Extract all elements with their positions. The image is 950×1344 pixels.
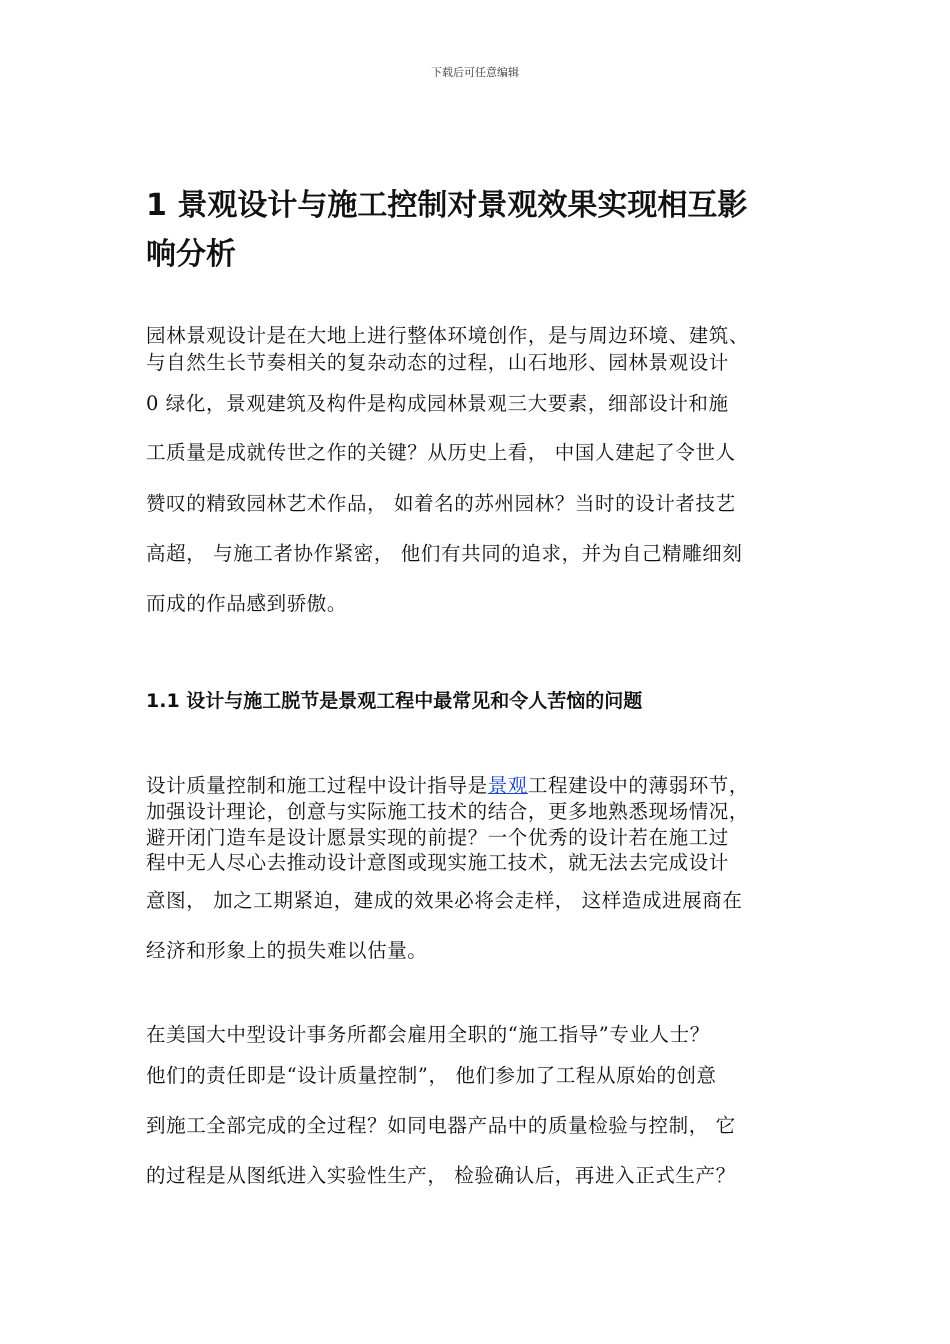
paragraph-line: 程中无人尽心去推动设计意图或现实施工技术，就无法去完成设计	[146, 851, 729, 874]
paragraph-text: 工程建设中的薄弱环节，	[527, 774, 750, 797]
paragraph-line: 到施工全部完成的全过程？如同电器产品中的质量检验与控制， 它	[146, 1114, 736, 1137]
paragraph-line	[146, 770, 749, 798]
jingguan-link[interactable]: 景观	[487, 774, 528, 797]
paragraph-line: 与自然生长节奏相关的复杂动态的过程，山石地形、园林景观设计	[146, 351, 729, 374]
paragraph-line: 加强设计理论，创意与实际施工技术的结合，更多地熟悉现场情况，	[146, 800, 750, 823]
paragraph-line: 他们的责任即是“设计质量控制”， 他们参加了工程从原始的创意	[146, 1064, 717, 1087]
paragraph-line: 经济和形象上的损失难以估量。	[146, 939, 428, 962]
page-header-note: 下载后可任意编辑	[431, 66, 519, 79]
paragraph-line: 赞叹的精致园林艺术作品， 如着名的苏州园林？当时的设计者技艺	[146, 492, 736, 515]
paragraph-line: 园林景观设计是在大地上进行整体环境创作，是与周边环境、建筑、	[146, 324, 750, 347]
paragraph-line: 避开闭门造车是设计愿景实现的前提？一个优秀的设计若在施工过	[146, 826, 729, 849]
paragraph-line: 的过程是从图纸进入实验性生产， 检验确认后，再进入正式生产？	[146, 1164, 736, 1187]
paragraph-line: 意图， 加之工期紧迫，建成的效果必将会走样， 这样造成进展商在	[146, 889, 743, 912]
paragraph-text: 设计质量控制和施工过程中设计指导是	[146, 774, 488, 797]
paragraph-line: 0 绿化，景观建筑及构件是构成园林景观三大要素，细部设计和施	[146, 392, 729, 415]
heading-1-line-2: 响分析	[146, 237, 236, 272]
paragraph-line: 在美国大中型设计事务所都会雇用全职的“施工指导”专业人士？	[146, 1023, 710, 1046]
heading-1-line-1: 1 景观设计与施工控制对景观效果实现相互影	[146, 188, 748, 223]
paragraph-line: 工质量是成就传世之作的关键？从历史上看， 中国人建起了令世人	[146, 441, 736, 464]
paragraph-line: 高超， 与施工者协作紧密， 他们有共同的追求，并为自己精雕细刻	[146, 542, 743, 565]
paragraph-line: 而成的作品感到骄傲。	[146, 592, 348, 615]
heading-2: 1.1 设计与施工脱节是景观工程中最常见和令人苦恼的问题	[146, 690, 643, 712]
